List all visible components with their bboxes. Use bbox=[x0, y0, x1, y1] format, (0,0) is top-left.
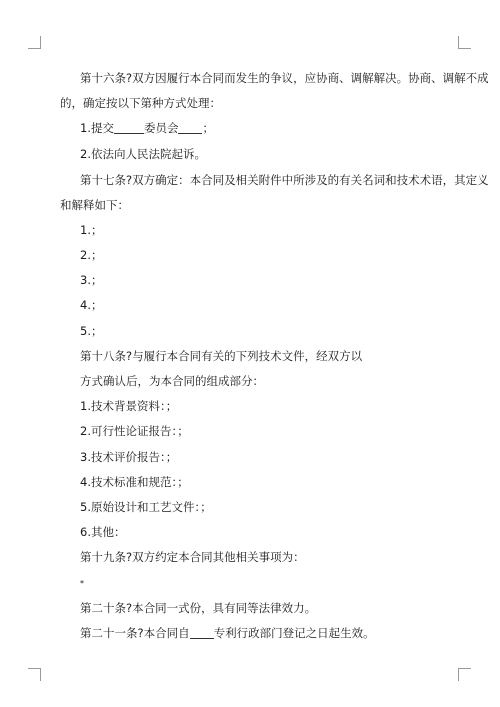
article-17-item-2: 2.； bbox=[80, 248, 103, 262]
article-16-option-1 bbox=[80, 120, 214, 136]
article-17-item-5: 5.； bbox=[80, 324, 103, 338]
article-16-line-2: 的，确定按以下第种方式处理： bbox=[60, 96, 221, 110]
article-18-line-1: 第十八条?与履行本合同有关的下列技术文件，经双方以 bbox=[80, 349, 363, 363]
article-18-item-3: 3.技术评价报告：； bbox=[80, 450, 178, 464]
crop-mark-bottom-left bbox=[28, 668, 41, 681]
option-1-middle: 委员会 bbox=[143, 121, 179, 135]
article-21-line-1 bbox=[80, 625, 375, 641]
article-17-item-1: 1.； bbox=[80, 223, 103, 237]
crop-mark-top-left bbox=[28, 36, 41, 49]
article-17-item-4: 4.； bbox=[80, 298, 103, 312]
blank-field bbox=[114, 121, 144, 134]
article-18-item-4: 4.技术标准和规范：； bbox=[80, 475, 189, 489]
blank-field bbox=[178, 121, 202, 134]
article-16-option-2: 2.依法向人民法院起诉。 bbox=[80, 147, 206, 161]
article-18-line-2: 方式确认后，为本合同的组成部分： bbox=[80, 374, 264, 388]
article-18-item-2: 2.可行性论证报告：； bbox=[80, 424, 189, 438]
option-1-prefix: 1.提交 bbox=[80, 121, 114, 135]
article-17-line-2: 和解释如下： bbox=[60, 198, 129, 212]
article-17-line-1: 第十七条?双方确定：本合同及相关附件中所涉及的有关名词和技术术语，其定义 bbox=[80, 173, 489, 187]
article-21-suffix: 专利行政部门登记之日起生效。 bbox=[213, 626, 375, 640]
option-1-suffix: ； bbox=[202, 121, 214, 135]
article-17-item-3: 3.； bbox=[80, 273, 103, 287]
article-18-item-5: 5.原始设计和工艺文件：； bbox=[80, 500, 212, 514]
crop-mark-top-right bbox=[458, 36, 471, 49]
article-18-item-1: 1.技术背景资料：； bbox=[80, 399, 178, 413]
article-18-item-6: 6.其他： bbox=[80, 525, 126, 539]
blank-field bbox=[190, 626, 214, 639]
article-19-line-1: 第十九条?双方约定本合同其他相关事项为： bbox=[80, 550, 305, 564]
article-19-note-mark: * bbox=[80, 579, 84, 588]
article-20-line-1: 第二十条?本合同一式份，具有同等法律效力。 bbox=[80, 601, 317, 615]
article-21-prefix: 第二十一条?本合同自 bbox=[80, 626, 190, 640]
crop-mark-bottom-right bbox=[458, 668, 471, 681]
article-16-line-1: 第十六条?双方因履行本合同而发生的争议，应协商、调解解决。协商、调解不成 bbox=[80, 71, 489, 85]
